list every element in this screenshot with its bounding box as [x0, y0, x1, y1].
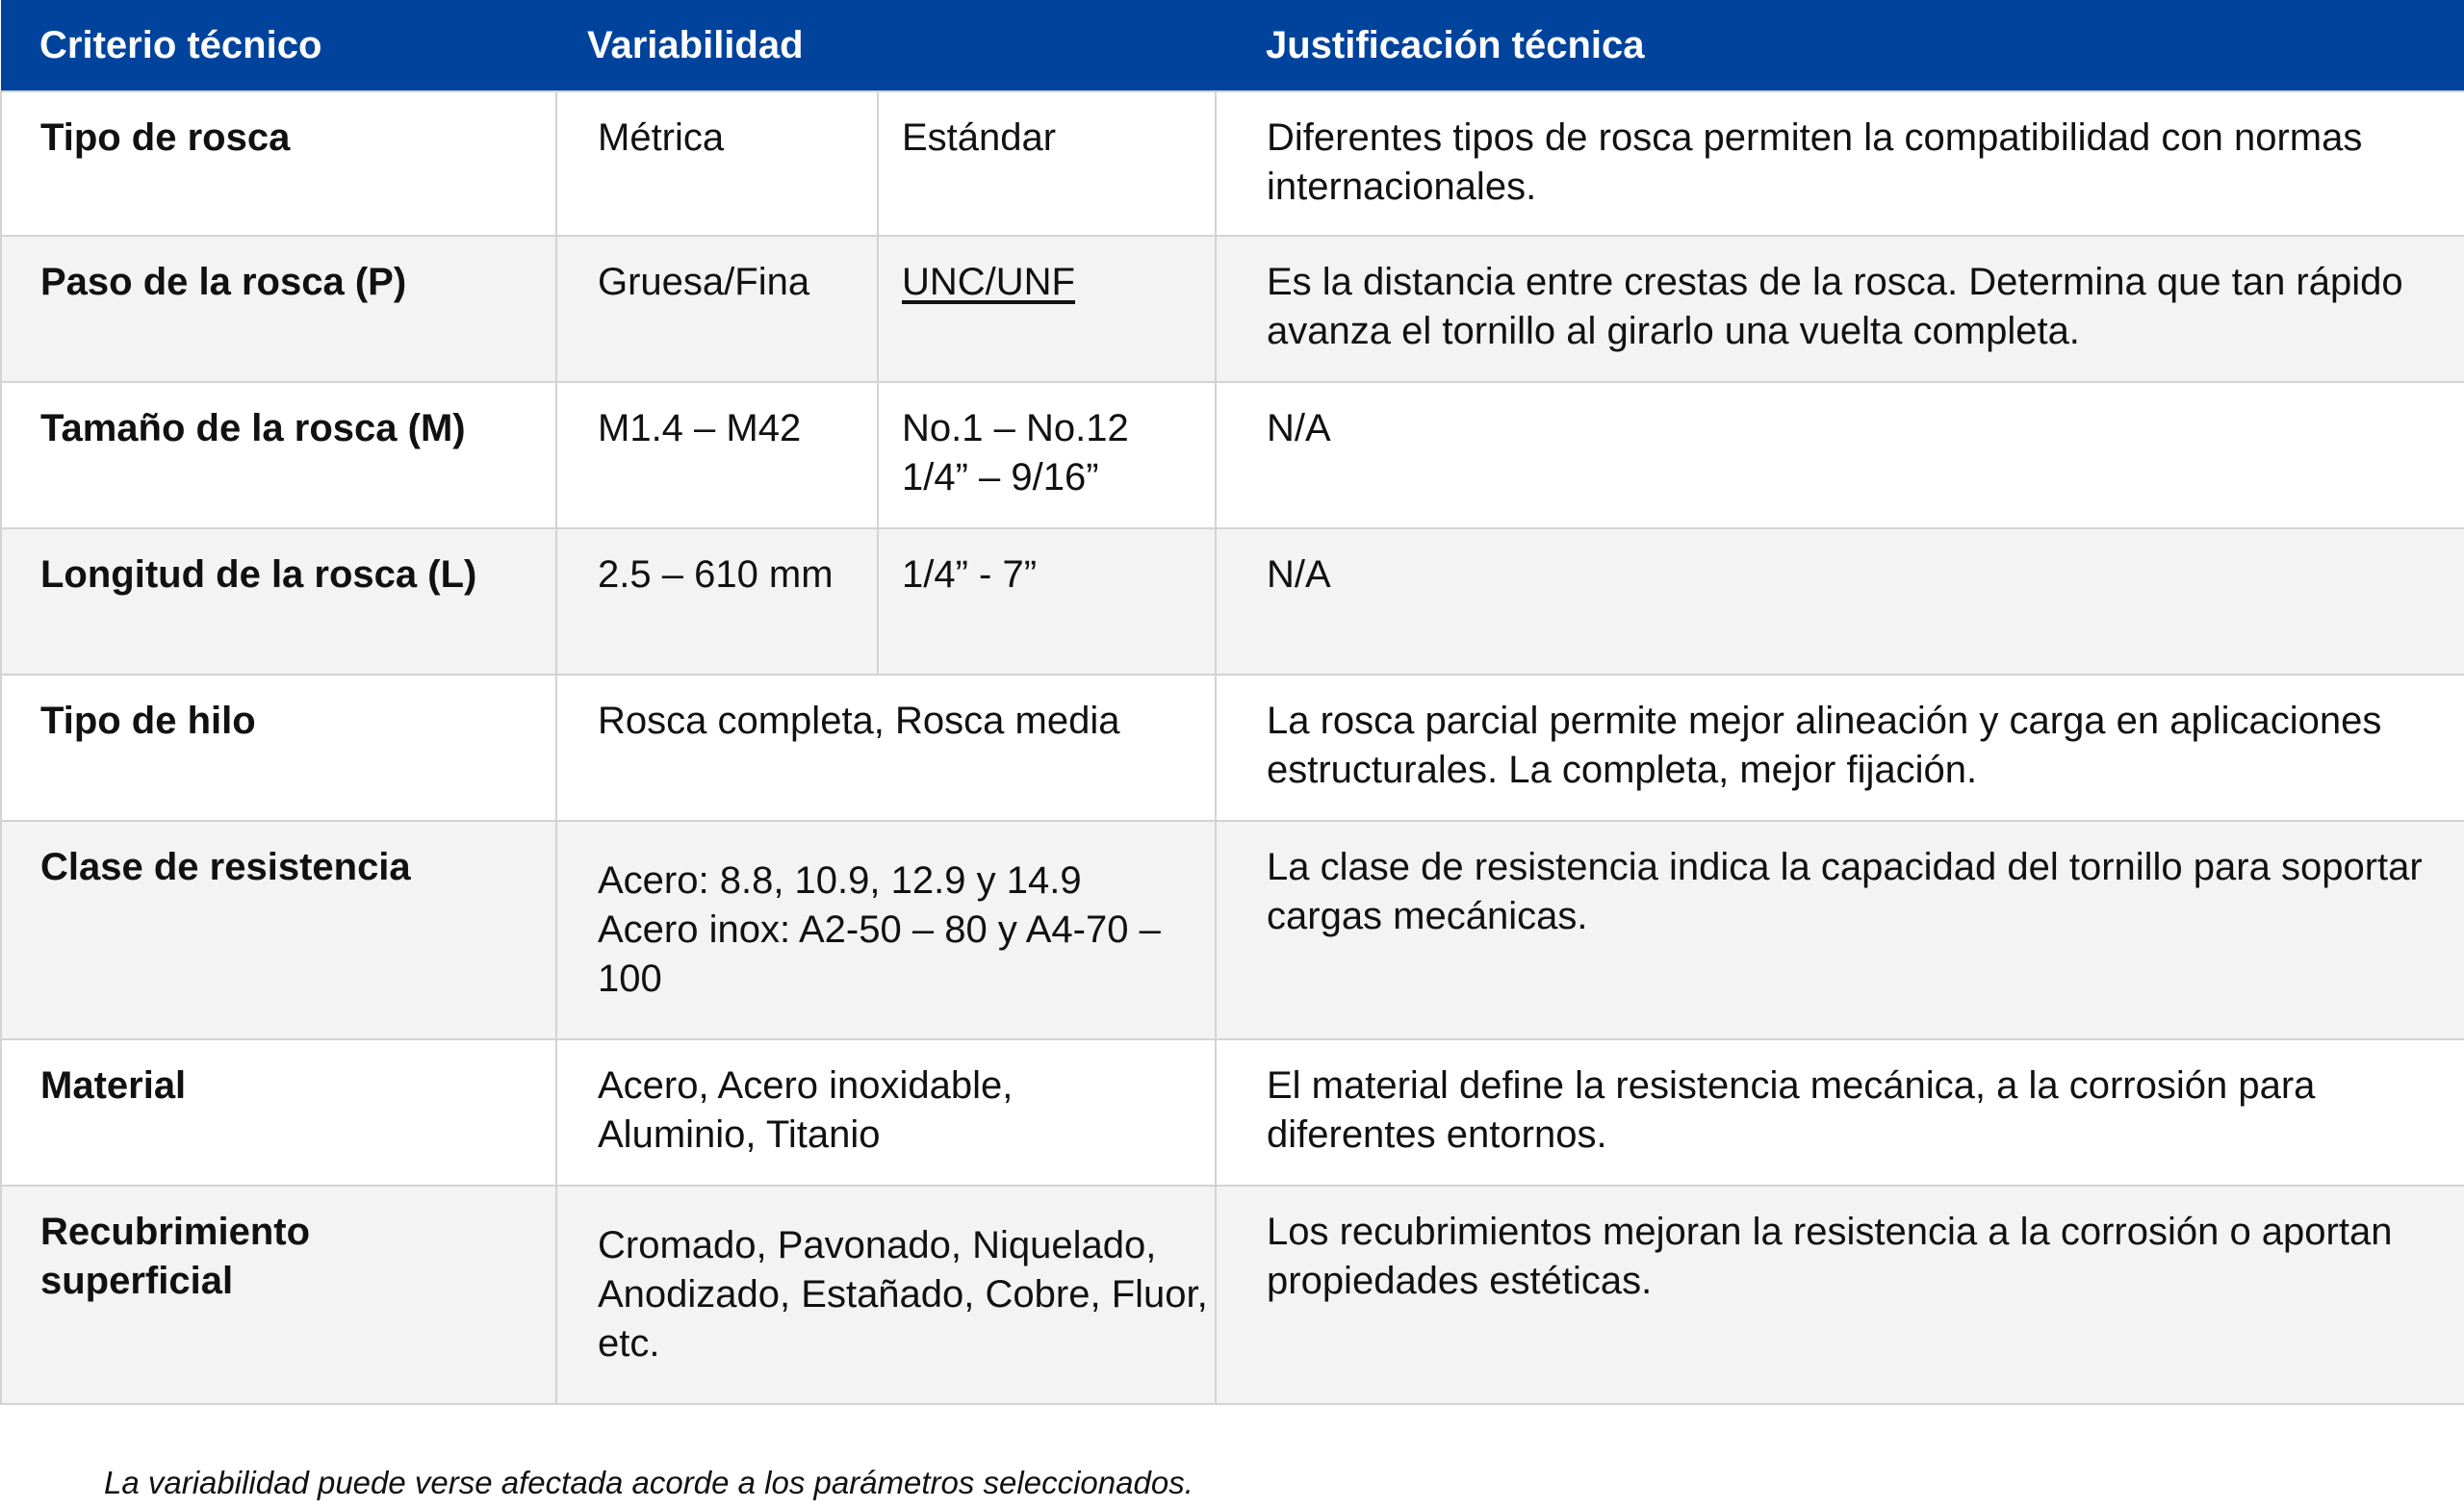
justification-cell: Diferentes tipos de rosca permiten la compatibilidad con normas internacionales.: [1216, 91, 2464, 236]
table-header-row: [1, 0, 2464, 91]
justification-cell: N/A: [1216, 528, 2464, 675]
justification-cell: N/A: [1216, 382, 2464, 528]
criterion-cell: Tipo de hilo: [1, 675, 556, 821]
variability-cell: Acero, Acero inoxidable, Aluminio, Titanio: [556, 1039, 1216, 1186]
criterion-cell: Clase de resistencia: [1, 821, 556, 1039]
variability-cell: Acero: 8.8, 10.9, 12.9 y 14.9 Acero inox: A2-50 – 80 y A4-70 – 100: [556, 821, 1216, 1039]
table-row: [1, 382, 2464, 528]
metric-cell: 2.5 – 610 mm: [556, 528, 878, 675]
table-row: [1, 675, 2464, 821]
metric-cell: M1.4 – M42: [556, 382, 878, 528]
header-justification: Justificación técnica: [1216, 0, 2464, 91]
footnote: La variabilidad puede verse afectada acorde a los parámetros seleccionados.: [104, 1465, 1194, 1500]
criterion-cell: Recubrimiento superficial: [1, 1186, 556, 1404]
justification-cell: El material define la resistencia mecánica, a la corrosión para diferentes entornos.: [1216, 1039, 2464, 1186]
criterion-cell: Tipo de rosca: [1, 91, 556, 236]
standard-cell: Estándar: [878, 91, 1216, 236]
justification-cell: La rosca parcial permite mejor alineación y carga en aplicaciones estructurales. La completa, mejor fijación.: [1216, 675, 2464, 821]
header-criterion: Criterio técnico: [1, 0, 556, 91]
justification-cell: La clase de resistencia indica la capacidad del tornillo para soportar cargas mecánicas.: [1216, 821, 2464, 1039]
metric-cell: Métrica: [556, 91, 878, 236]
variability-cell: Rosca completa, Rosca media: [556, 675, 1216, 821]
criterion-cell: Longitud de la rosca (L): [1, 528, 556, 675]
justification-cell: Los recubrimientos mejoran la resistencia a la corrosión o aportan propiedades estéticas.: [1216, 1186, 2464, 1404]
header-variability: Variabilidad: [556, 0, 1216, 91]
standard-cell: No.1 – No.12 1/4” – 9/16”: [878, 382, 1216, 528]
table-row: [1, 821, 2464, 1039]
table-row: [1, 528, 2464, 675]
standard-link[interactable]: UNC/UNF: [902, 261, 1075, 303]
justification-cell: Es la distancia entre crestas de la rosca. Determina que tan rápido avanza el tornillo al girarlo una vuelta completa.: [1216, 236, 2464, 382]
standard-cell: 1/4” - 7”: [878, 528, 1216, 675]
criterion-cell: Tamaño de la rosca (M): [1, 382, 556, 528]
criterion-cell: Material: [1, 1039, 556, 1186]
table-row: [1, 91, 2464, 236]
variability-cell: Cromado, Pavonado, Niquelado, Anodizado, Estañado, Cobre, Fluor, etc.: [556, 1186, 1216, 1404]
criterion-cell: Paso de la rosca (P): [1, 236, 556, 382]
standard-cell: [878, 236, 1216, 382]
table-row: [1, 236, 2464, 382]
table-row: [1, 1186, 2464, 1404]
metric-cell: Gruesa/Fina: [556, 236, 878, 382]
table-row: [1, 1039, 2464, 1186]
